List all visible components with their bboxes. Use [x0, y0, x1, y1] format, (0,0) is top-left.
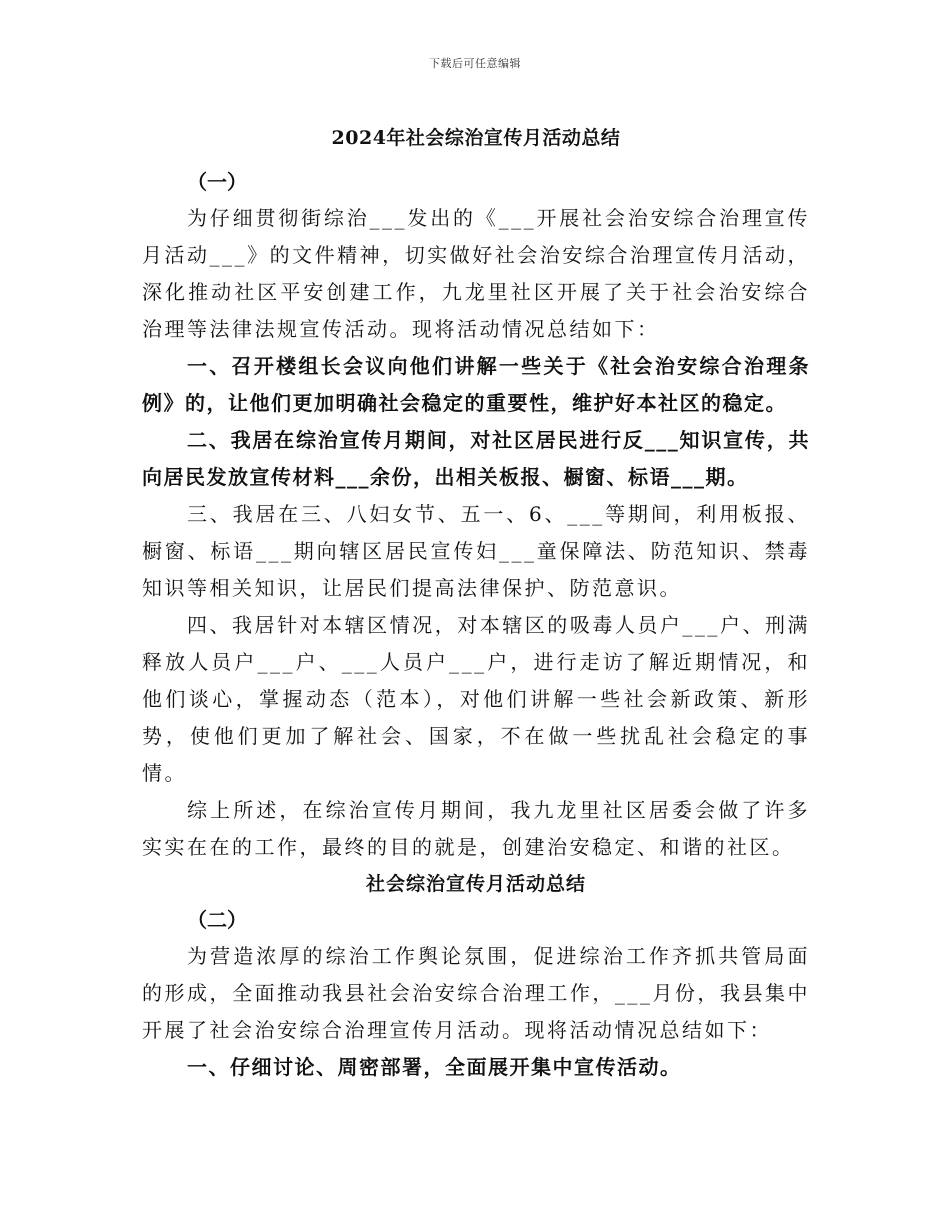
- paragraph-item-2: 二、我居在综治宣传月期间，对社区居民进行反___知识宣传，共向居民发放宣传材料___余份，出相关板报、橱窗、标语___期。: [142, 428, 810, 489]
- document-body: [142, 118, 810, 1086]
- paragraph-item-4: 四、我居针对本辖区情况，对本辖区的吸毒人员户___户、刑满释放人员户___户、___人员户___户，进行走访了解近期情况，和他们谈心，掌握动态（范本），对他们讲解一些社会新政策、新形势，使他们更加了解社会、国家，不在做一些扰乱社会稳定的事情。: [142, 613, 810, 785]
- paragraph-item-1: 一、召开楼组长会议向他们讲解一些关于《社会治安综合治理条例》的，让他们更加明确社会稳定的重要性，维护好本社区的稳定。: [142, 354, 810, 415]
- section-marker-2: （二）: [187, 908, 247, 932]
- section-subtitle: 社会综治宣传月活动总结: [365, 873, 586, 895]
- paragraph-summary: 综上所述，在综治宣传月期间，我九龙里社区居委会做了许多实实在在的工作，最终的目的就是，创建治安稳定、和谐的社区。: [142, 798, 810, 859]
- paragraph-part2-item-1: 一、仔细讨论、周密部署，全面展开集中宣传活动。: [187, 1055, 682, 1079]
- section-marker-1: （一）: [187, 170, 247, 194]
- paragraph-part2-intro: 为营造浓厚的综治工作舆论氛围，促进综治工作齐抓共管局面的形成，全面推动我县社会治安综合治理工作，___月份，我县集中开展了社会治安综合治理宣传月活动。现将活动情况总结如下：: [142, 944, 810, 1042]
- document-title: 2024年社会综治宣传月活动总结: [331, 127, 621, 149]
- paragraph-intro: 为仔细贯彻街综治___发出的《___开展社会治安综合治理宣传月活动___》的文件精神，切实做好社会治安综合治理宣传月活动，深化推动社区平安创建工作，九龙里社区开展了关于社会治安综合治理等法律法规宣传活动。现将活动情况总结如下：: [142, 206, 810, 341]
- paragraph-item-3: 三、我居在三、八妇女节、五一、6、___等期间，利用板报、橱窗、标语___期向辖区居民宣传妇___童保障法、防范知识、禁毒知识等相关知识，让居民们提高法律保护、防范意识。: [142, 502, 810, 600]
- header-note: 下载后可任意编辑: [429, 57, 521, 70]
